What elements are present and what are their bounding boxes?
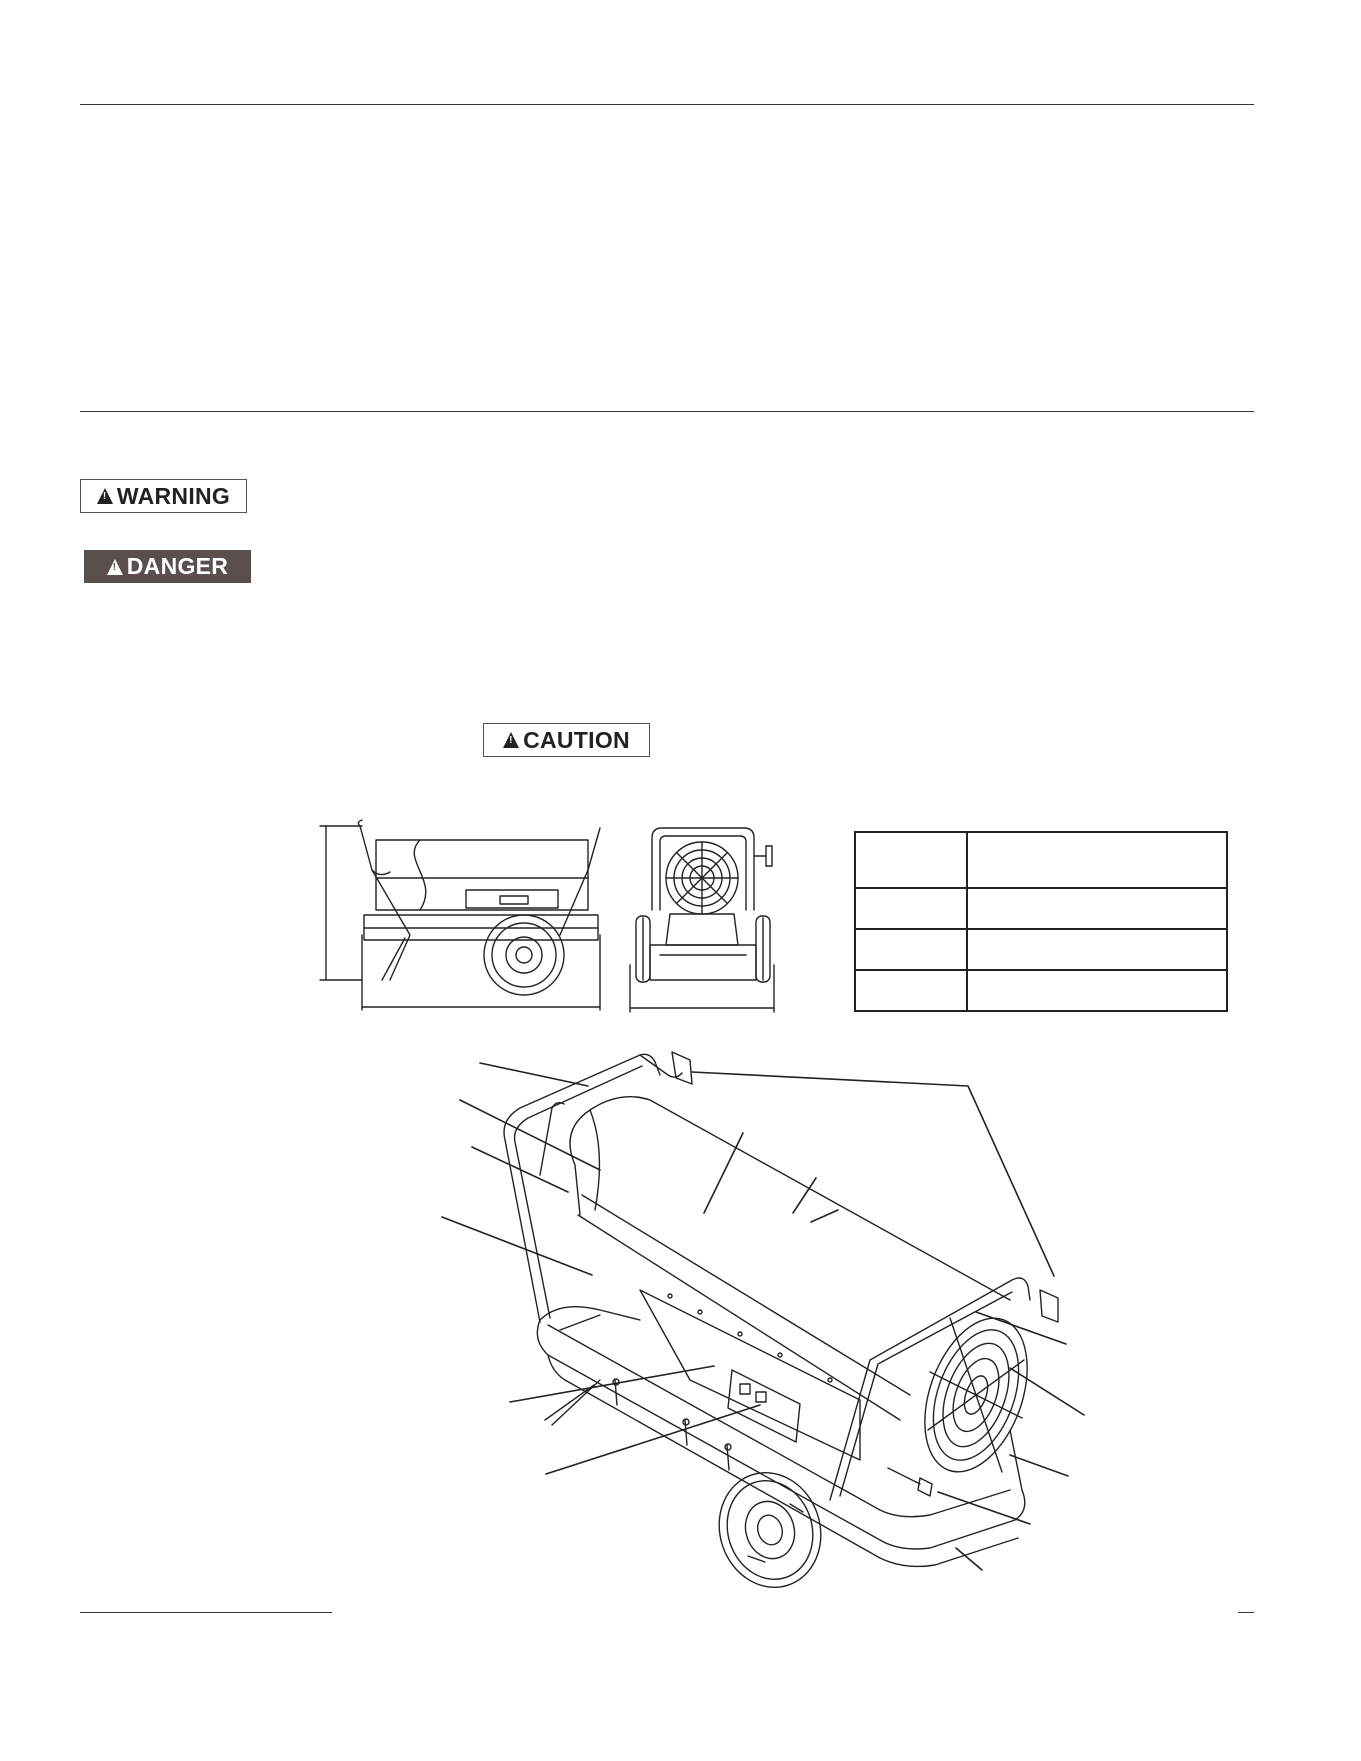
isometric-view-drawing	[504, 1052, 1058, 1601]
caution-text: CAUTION	[523, 726, 630, 753]
side-view-drawing	[320, 820, 600, 1010]
warning-text: WARNING	[116, 482, 231, 509]
danger-text: DANGER	[126, 553, 229, 579]
front-view-drawing	[630, 828, 774, 1012]
